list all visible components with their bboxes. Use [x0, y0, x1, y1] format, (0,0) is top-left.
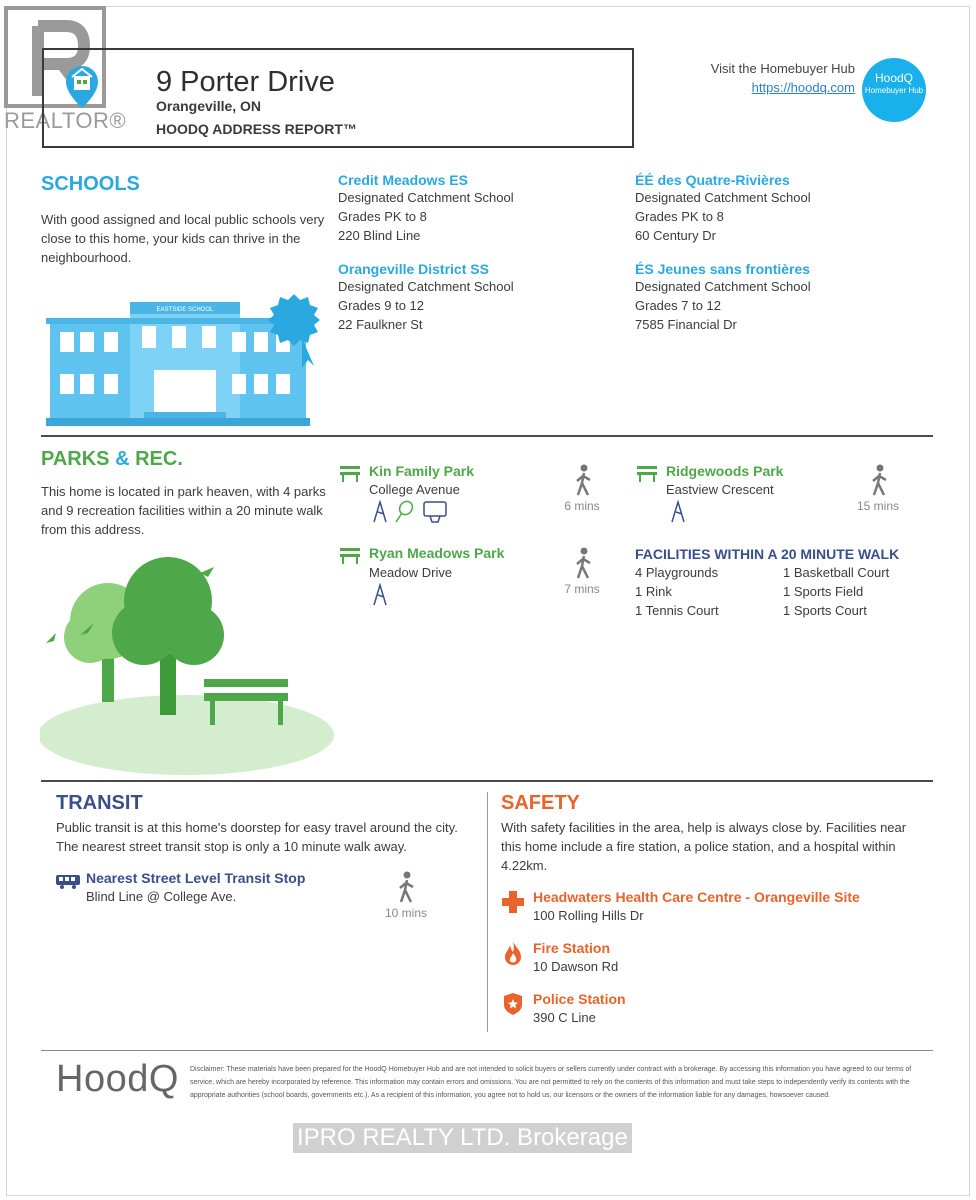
parks-title-parks: PARKS — [41, 448, 110, 470]
school-address: 220 Blind Line — [338, 228, 421, 243]
parks-description: This home is located in park heaven, with 4 parks and 9 recreation facilities within a 20 minute walk from this address. — [41, 484, 326, 537]
school-type: Designated Catchment School — [635, 279, 811, 294]
safety-description: With safety facilities in the area, help is always close by. Facilities near this home include a fire station, a police station, and a hospital within 4.22km. — [501, 820, 907, 873]
park-bench-icon — [340, 548, 360, 564]
address-title: 9 Porter Drive — [156, 66, 335, 98]
school-grades: Grades 9 to 12 — [338, 298, 424, 313]
parks-title — [41, 448, 183, 471]
school-name[interactable]: Credit Meadows ES — [338, 172, 468, 188]
facility-item: 1 Sports Field — [783, 584, 864, 599]
walk-time: 6 mins — [564, 499, 600, 513]
safety-facility-address: 390 C Line — [533, 1010, 596, 1025]
walking-person-icon — [869, 464, 891, 496]
walk-time: 15 mins — [856, 499, 900, 513]
hub-visit-text: Visit the Homebuyer Hub — [710, 61, 855, 76]
school-address: 60 Century Dr — [635, 228, 716, 243]
footer-divider — [41, 1050, 933, 1051]
walk-time: 10 mins — [384, 906, 428, 920]
playground-icon — [668, 500, 688, 524]
schools-description: With good assigned and local public schools very close to this home, your kids can thrive in the neighbourhood. — [41, 212, 325, 265]
school-type: Designated Catchment School — [635, 190, 811, 205]
report-label: HOODQ ADDRESS REPORT™ — [156, 121, 357, 137]
parks-title-amp: & — [115, 448, 130, 470]
school-name[interactable]: Orangeville District SS — [338, 261, 489, 277]
walk-time: 7 mins — [564, 582, 600, 596]
park-name[interactable]: Ridgewoods Park — [666, 463, 784, 479]
park-street: Meadow Drive — [369, 565, 453, 580]
tennis-icon — [396, 500, 415, 522]
park-name[interactable]: Kin Family Park — [369, 463, 475, 479]
playground-icon — [374, 502, 386, 522]
school-grades: Grades PK to 8 — [338, 209, 427, 224]
school-address: 7585 Financial Dr — [635, 317, 737, 332]
school-address: 22 Faulkner St — [338, 317, 423, 332]
park-street: College Avenue — [369, 482, 460, 497]
school-grades: Grades PK to 8 — [635, 209, 724, 224]
facility-item: 1 Rink — [635, 584, 672, 599]
park-street: Eastview Crescent — [666, 482, 774, 497]
facility-item: 1 Tennis Court — [635, 603, 719, 618]
walking-person-icon — [573, 547, 595, 579]
police-badge-icon — [504, 993, 522, 1015]
transit-description: Public transit is at this home's doorstep for easy travel around the city. The nearest street transit stop is only a 10 minute walk away. — [56, 820, 458, 854]
school-grades: Grades 7 to 12 — [635, 298, 721, 313]
safety-facility-name[interactable]: Headwaters Health Care Centre - Orangeville Site — [533, 889, 860, 905]
safety-title: SAFETY — [501, 792, 580, 814]
safety-facility-name[interactable]: Fire Station — [533, 940, 611, 956]
transit-title: TRANSIT — [56, 792, 143, 814]
facility-item: 1 Sports Court — [783, 603, 867, 618]
bus-icon — [56, 875, 80, 889]
realtor-wordmark: REALTOR® — [4, 108, 127, 133]
safety-facility-address: 100 Rolling Hills Dr — [533, 908, 644, 923]
house-pin-icon — [64, 64, 100, 110]
hoodq-hub-badge[interactable] — [862, 58, 926, 122]
safety-facility-address: 10 Dawson Rd — [533, 959, 619, 974]
disclaimer-text: Disclaimer: These materials have been prepared for the HoodQ Homebuyer Hub and are not intended to solicit buyers or sellers currently under contract with a brokerage. By accessing this information you have agreed to our terms of service, which are hereby incorporated by reference. This information may contain errors and omissions. You are not permitted to rely on the contents of this information and must take steps to independently verify its contents with the appropriate authorities (school boards, governments etc.). As a recipient of this information, you agree not to hold us, our licensors or the owners of the information liable for any damages, howsoever caused. — [190, 1066, 912, 1099]
safety-facility-name[interactable]: Police Station — [533, 991, 626, 1007]
park-bench-icon — [637, 466, 657, 482]
schools-title: SCHOOLS — [41, 173, 140, 195]
school-building-icon — [46, 290, 326, 426]
hospital-cross-icon — [502, 891, 524, 913]
hub-badge-subtitle: Homebuyer Hub — [864, 86, 924, 95]
walking-person-icon — [573, 464, 595, 496]
section-divider — [41, 435, 933, 437]
hub-link[interactable]: https://hoodq.com — [751, 80, 855, 95]
school-name[interactable]: ÉÉ des Quatre-Rivières — [635, 172, 790, 188]
fire-icon — [505, 941, 521, 965]
playground-icon — [370, 583, 390, 607]
column-divider — [487, 792, 488, 1032]
walking-person-icon — [396, 871, 418, 903]
park-facilities-icons — [370, 500, 450, 524]
transit-stop-name: Blind Line @ College Ave. — [86, 889, 237, 904]
school-type: Designated Catchment School — [338, 190, 514, 205]
school-type: Designated Catchment School — [338, 279, 514, 294]
park-trees-bench-icon — [40, 555, 336, 777]
address-city: Orangeville, ON — [156, 98, 262, 114]
brokerage-watermark: IPRO REALTY LTD. Brokerage — [293, 1123, 632, 1153]
transit-stop-label[interactable]: Nearest Street Level Transit Stop — [86, 870, 306, 886]
section-divider — [41, 780, 933, 782]
facilities-title: FACILITIES WITHIN A 20 MINUTE WALK — [635, 546, 900, 562]
parks-title-rec: REC. — [135, 448, 183, 470]
school-sign-text: EASTSIDE SCHOOL — [156, 307, 214, 313]
park-bench-icon — [340, 466, 360, 482]
hub-badge-title: HoodQ — [874, 71, 914, 85]
facility-item: 4 Playgrounds — [635, 565, 719, 580]
basketball-icon — [424, 502, 446, 522]
school-name[interactable]: ÉS Jeunes sans frontières — [635, 261, 811, 277]
facility-item: 1 Basketball Court — [783, 565, 890, 580]
hoodq-footer-logo: HoodQ — [56, 1058, 179, 1100]
park-name[interactable]: Ryan Meadows Park — [369, 545, 505, 561]
